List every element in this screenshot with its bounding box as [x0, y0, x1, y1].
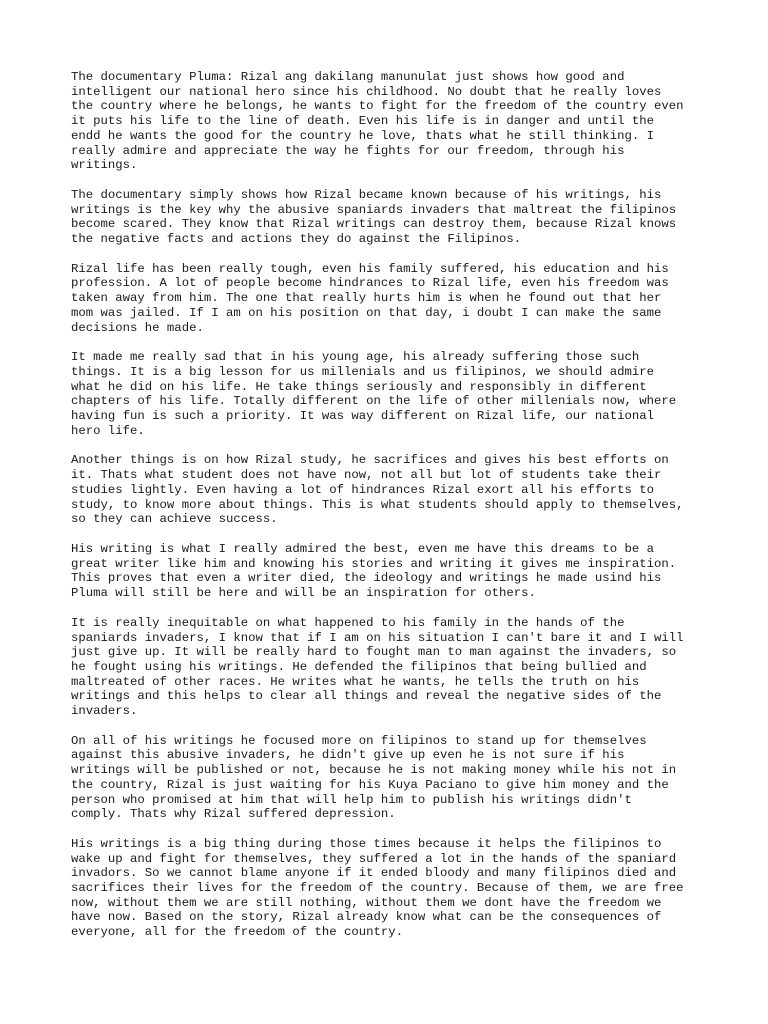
text-line: he fought using his writings. He defended the filipinos that being bullied and	[71, 659, 647, 674]
text-line: maltreated of other races. He writes what he wants, he tells the truth on his	[71, 674, 640, 689]
text-line: great writer like him and knowing his stories and writing it gives me inspiration.	[71, 556, 677, 571]
text-line: comply. Thats why Rizal suffered depression.	[71, 807, 396, 822]
text-line: studies lightly. Even having a lot of hindrances Rizal exort all his efforts to	[71, 482, 654, 497]
text-line: just give up. It will be really hard to fought man to man against the invaders, so	[71, 645, 677, 660]
text-line: sacrifices their lives for the freedom of the country. Because of them, we are free	[71, 881, 684, 896]
text-line: The documentary Pluma: Rizal ang dakilang manunulat just shows how good and	[71, 70, 625, 84]
text-line: chapters of his life. Totally different on the life of other millenials now, where	[71, 394, 677, 409]
text-line: writings will be published or not, because he is not making money while his not in	[71, 763, 677, 778]
paragraph	[71, 837, 711, 940]
text-line: writings and this helps to clear all things and reveal the negative sides of the	[71, 689, 662, 704]
text-line: now, without them we are still nothing, without them we dont have the freedom we	[71, 895, 662, 910]
paragraph	[71, 453, 711, 527]
text-line: Pluma will still be here and will be an inspiration for others.	[71, 586, 536, 601]
text-line: so they can achieve success.	[71, 512, 278, 527]
text-line: having fun is such a priority. It was way different on Rizal life, our national	[71, 409, 654, 424]
paragraph	[71, 262, 711, 336]
text-line: profession. A lot of people become hindrances to Rizal life, even his freedom was	[71, 276, 669, 291]
text-line: everyone, all for the freedom of the country.	[71, 925, 404, 940]
text-line: it puts his life to the line of death. Even his life is in danger and until the	[71, 114, 654, 129]
text-line: mom was jailed. If I am on his position on that day, i doubt I can make the same	[71, 305, 662, 320]
text-line: invaders.	[71, 704, 138, 719]
paragraph	[71, 350, 711, 438]
text-line: have now. Based on the story, Rizal already know what can be the consequences of	[71, 910, 662, 925]
text-line: The documentary simply shows how Rizal became known because of his writings, his	[71, 187, 662, 202]
text-line: invadors. So we cannot blame anyone if it ended bloody and many filipinos died and	[71, 866, 677, 881]
document-page	[71, 70, 711, 955]
text-line: intelligent our national hero since his childhood. No doubt that he really loves	[71, 84, 662, 99]
text-line: On all of his writings he focused more on filipinos to stand up for themselves	[71, 733, 647, 748]
text-line: become scared. They know that Rizal writings can destroy them, because Rizal knows	[71, 217, 677, 232]
text-line: what he did on his life. He take things seriously and responsibly in different	[71, 379, 647, 394]
text-line: taken away from him. The one that really hurts him is when he found out that her	[71, 291, 662, 306]
text-line: against this abusive invaders, he didn't give up even he is not sure if his	[71, 748, 625, 763]
text-line: His writings is a big thing during those times because it helps the filipinos to	[71, 836, 662, 851]
text-line: decisions he made.	[71, 320, 204, 335]
text-line: wake up and fight for themselves, they suffered a lot in the hands of the spaniard	[71, 851, 677, 866]
text-line: the country, Rizal is just waiting for his Kuya Paciano to give him money and the	[71, 777, 669, 792]
text-line: His writing is what I really admired the best, even me have this dreams to be a	[71, 541, 654, 556]
text-line: endd he wants the good for the country he love, thats what he still thinking. I	[71, 128, 654, 143]
text-line: It is really inequitable on what happened to his family in the hands of the	[71, 615, 625, 630]
text-line: writings is the key why the abusive spaniards invaders that maltreat the filipinos	[71, 202, 677, 217]
text-line: things. It is a big lesson for us millenials and us filipinos, we should admire	[71, 364, 654, 379]
text-line: writings.	[71, 158, 138, 173]
text-line: person who promised at him that will help him to publish his writings didn't	[71, 792, 632, 807]
paragraph	[71, 542, 711, 601]
text-line: study, to know more about things. This is what students should apply to themselves,	[71, 497, 684, 512]
text-line: This proves that even a writer died, the ideology and writings he made usind his	[71, 571, 662, 586]
paragraph	[71, 734, 711, 822]
text-line: hero life.	[71, 423, 145, 438]
text-line: Another things is on how Rizal study, he sacrifices and gives his best efforts on	[71, 453, 669, 468]
text-line: spaniards invaders, I know that if I am on his situation I can't bare it and I will	[71, 630, 684, 645]
text-line: the country where he belongs, he wants to fight for the freedom of the country even	[71, 99, 684, 114]
text-line: really admire and appreciate the way he fights for our freedom, through his	[71, 143, 625, 158]
text-line: Rizal life has been really tough, even his family suffered, his education and his	[71, 261, 669, 276]
paragraph	[71, 616, 711, 719]
paragraph	[71, 70, 711, 173]
text-line: the negative facts and actions they do against the Filipinos.	[71, 232, 522, 247]
text-line: It made me really sad that in his young age, his already suffering those such	[71, 350, 640, 365]
text-line: it. Thats what student does not have now, not all but lot of students take their	[71, 468, 662, 483]
paragraph	[71, 188, 711, 247]
